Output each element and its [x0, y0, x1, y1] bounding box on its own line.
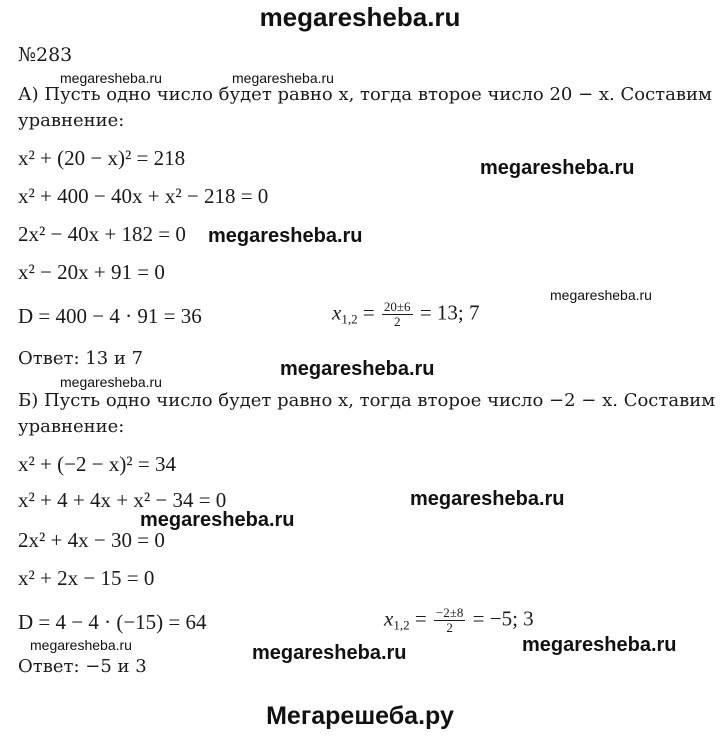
watermark: megaresheba.ru: [410, 488, 565, 510]
part-a-eq3: 2x² − 40x + 182 = 0: [18, 222, 186, 246]
roots-variable: x: [332, 300, 342, 325]
watermark: megaresheba.ru: [522, 634, 677, 656]
fraction-denominator: 2: [393, 314, 401, 329]
watermark: megaresheba.ru: [232, 70, 334, 86]
watermark: megaresheba.ru: [60, 70, 162, 86]
fraction-numerator: 20±6: [383, 299, 411, 314]
watermark: megaresheba.ru: [140, 509, 295, 531]
part-a-intro-line1: А) Пусть одно число будет равно x, тогда второе число 20 − x. Составим: [18, 84, 712, 105]
watermark: megaresheba.ru: [480, 157, 635, 179]
part-b-eq4: x² + 2x − 15 = 0: [18, 566, 155, 590]
part-a-eq1: x² + (20 − x)² = 218: [18, 146, 186, 170]
watermark: megaresheba.ru: [550, 287, 652, 303]
roots-fraction: [382, 300, 413, 329]
footer-title: Мегарешеба.ру: [266, 702, 454, 730]
part-a-answer: Ответ: 13 и 7: [18, 348, 144, 369]
part-b-answer: Ответ: −5 и 3: [18, 656, 147, 677]
fraction-denominator: 2: [446, 620, 453, 635]
watermark: megaresheba.ru: [208, 225, 363, 247]
part-a-roots: [332, 300, 480, 329]
roots-result: = −5; 3: [472, 606, 534, 631]
part-b-intro-line1: Б) Пусть одно число будет равно x, тогда второе число −2 − x. Составим: [18, 390, 716, 411]
roots-subscript: 1,2: [393, 617, 410, 633]
watermark: megaresheba.ru: [30, 637, 132, 653]
roots-fraction: [434, 606, 465, 635]
equals-sign: =: [362, 300, 375, 325]
part-b-eq3: 2x² + 4x − 30 = 0: [18, 528, 165, 552]
part-b-roots: [384, 606, 534, 635]
part-a-eq4: x² − 20x + 91 = 0: [18, 260, 165, 284]
roots-subscript: 1,2: [341, 311, 358, 327]
watermark: megaresheba.ru: [60, 374, 162, 390]
part-a-eq2: x² + 400 − 40x + x² − 218 = 0: [18, 184, 269, 208]
site-title: megaresheba.ru: [259, 2, 461, 32]
watermark: megaresheba.ru: [280, 358, 435, 380]
part-b-discriminant: D = 4 − 4 · (−15) = 64: [18, 610, 207, 634]
part-b-eq2: x² + 4 + 4x + x² − 34 = 0: [18, 488, 227, 512]
problem-number: №283: [18, 44, 73, 66]
roots-variable: x: [384, 606, 394, 631]
part-a-discriminant: D = 400 − 4 · 91 = 36: [18, 304, 202, 328]
equals-sign: =: [414, 606, 427, 631]
part-b-eq1: x² + (−2 − x)² = 34: [18, 452, 176, 476]
watermark: megaresheba.ru: [252, 642, 407, 664]
roots-result: = 13; 7: [419, 300, 480, 325]
part-a-intro-line2: уравнение:: [18, 110, 125, 131]
fraction-numerator: −2±8: [435, 605, 464, 620]
part-b-intro-line2: уравнение:: [18, 416, 125, 437]
